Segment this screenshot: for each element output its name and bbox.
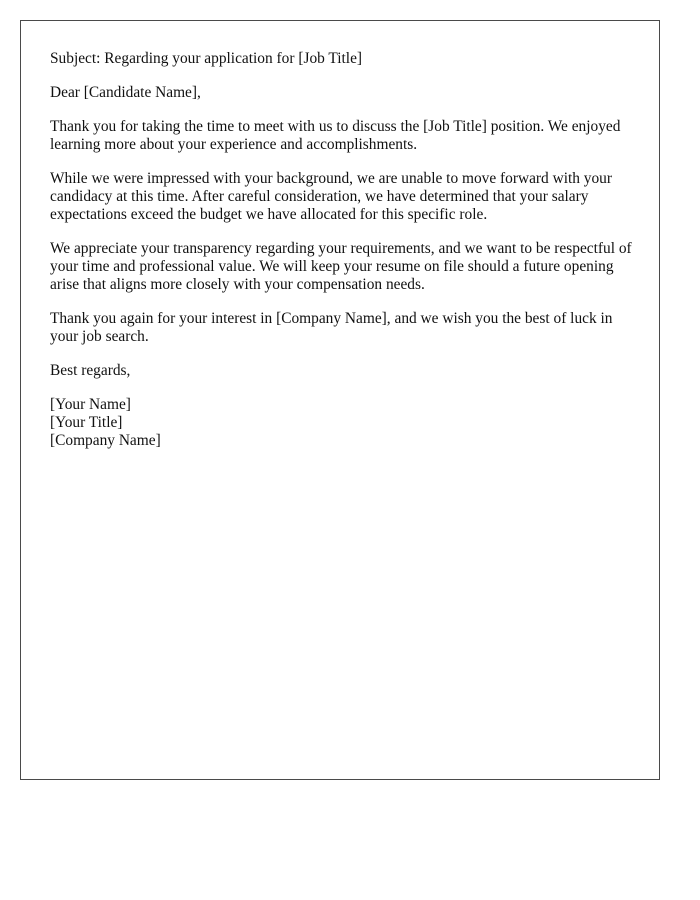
signature-title: [Your Title] xyxy=(50,414,123,431)
signature-name: [Your Name] xyxy=(50,396,131,413)
letter-paragraph-2: While we were impressed with your background, we are unable to move forward with your candidacy at this time. After careful consideration, we have determined that your salary expectations exceed the budget we have allocated for this specific role. xyxy=(50,170,613,223)
signature-block xyxy=(50,396,635,450)
letter-body xyxy=(50,50,635,450)
signature-company: [Company Name] xyxy=(50,432,161,449)
letter-paragraph-4: Thank you again for your interest in [Company Name], and we wish you the best of luck in your job search. xyxy=(50,310,613,345)
letter-page xyxy=(20,20,660,780)
letter-closing: Best regards, xyxy=(50,362,131,379)
letter-subject: Subject: Regarding your application for [Job Title] xyxy=(50,50,363,67)
letter-paragraph-3: We appreciate your transparency regarding your requirements, and we want to be respectful of your time and professional value. We will keep your resume on file should a future opening arise that aligns more closely with your compensation needs. xyxy=(50,240,632,293)
letter-paragraph-1: Thank you for taking the time to meet with us to discuss the [Job Title] position. We enjoyed learning more about your experience and accomplishments. xyxy=(50,118,621,153)
letter-salutation: Dear [Candidate Name], xyxy=(50,84,201,101)
